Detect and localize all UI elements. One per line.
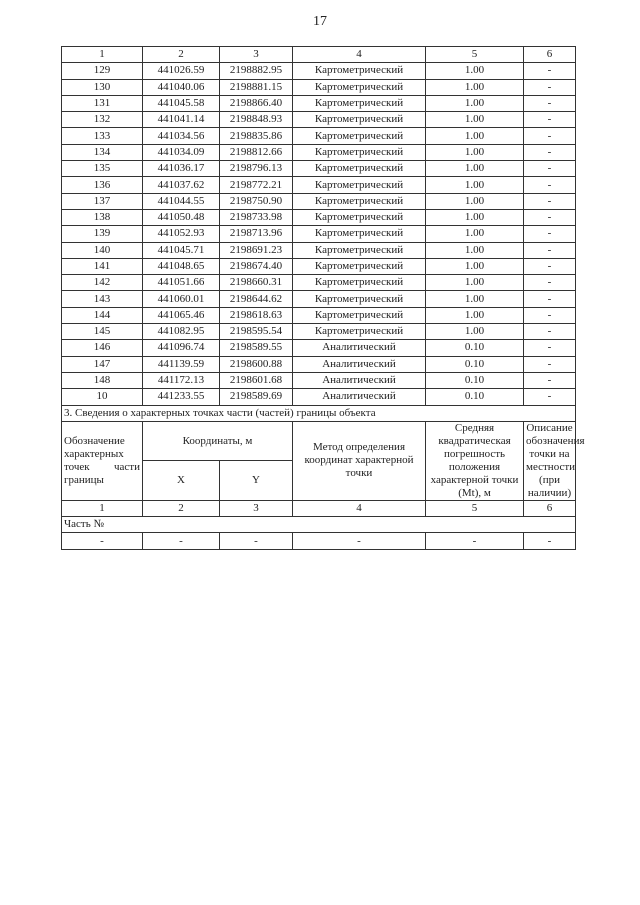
point-number-cell: 131 xyxy=(62,95,143,111)
table-row xyxy=(62,372,576,388)
point-number-cell: 134 xyxy=(62,144,143,160)
method-cell: Картометрический xyxy=(293,177,426,193)
section-title: 3. Сведения о характерных точках части (частей) границы объекта xyxy=(62,405,576,421)
point-number-cell: 132 xyxy=(62,112,143,128)
y-coordinate-cell: 2198600.88 xyxy=(220,356,293,372)
description-cell: - xyxy=(524,193,576,209)
x-coordinate-cell: 441172.13 xyxy=(143,372,220,388)
x-coordinate-cell: 441040.06 xyxy=(143,79,220,95)
table-row xyxy=(62,193,576,209)
column-number-row xyxy=(62,47,576,63)
point-number-cell: 145 xyxy=(62,324,143,340)
description-cell: - xyxy=(524,307,576,323)
column-number: 1 xyxy=(62,47,143,63)
description-cell: - xyxy=(524,95,576,111)
accuracy-cell: 1.00 xyxy=(426,177,524,193)
method-cell: Картометрический xyxy=(293,95,426,111)
x-coordinate-cell: 441051.66 xyxy=(143,275,220,291)
table-row xyxy=(62,79,576,95)
accuracy-cell: 1.00 xyxy=(426,291,524,307)
description-cell: - xyxy=(524,258,576,274)
description-cell: - xyxy=(524,242,576,258)
point-number-cell: 10 xyxy=(62,389,143,405)
accuracy-cell: 1.00 xyxy=(426,209,524,225)
y-coordinate-cell: 2198660.31 xyxy=(220,275,293,291)
column-number: 1 xyxy=(62,500,143,516)
method-cell: Картометрический xyxy=(293,63,426,79)
header-coordinates: Координаты, м xyxy=(143,421,293,461)
point-number-cell: 129 xyxy=(62,63,143,79)
header-x: X xyxy=(143,461,220,501)
point-number-cell: 136 xyxy=(62,177,143,193)
x-coordinate-cell: 441233.55 xyxy=(143,389,220,405)
x-coordinate-cell: 441041.14 xyxy=(143,112,220,128)
description-cell: - xyxy=(524,324,576,340)
table-row xyxy=(62,340,576,356)
y-coordinate-cell: 2198674.40 xyxy=(220,258,293,274)
description-cell: - xyxy=(524,63,576,79)
column-number: 6 xyxy=(524,500,576,516)
method-cell: Картометрический xyxy=(293,209,426,225)
column-number: 3 xyxy=(220,500,293,516)
description-cell: - xyxy=(524,128,576,144)
point-number-cell: 143 xyxy=(62,291,143,307)
section-title-row xyxy=(62,405,576,421)
accuracy-cell: 1.00 xyxy=(426,242,524,258)
column-number: 6 xyxy=(524,47,576,63)
description-cell: - xyxy=(524,209,576,225)
column-number: 5 xyxy=(426,500,524,516)
part-row xyxy=(62,517,576,533)
table-row xyxy=(62,324,576,340)
section3-column-number-row xyxy=(62,500,576,516)
point-number-cell: 147 xyxy=(62,356,143,372)
empty-cell: - xyxy=(143,533,220,549)
description-cell: - xyxy=(524,340,576,356)
y-coordinate-cell: 2198848.93 xyxy=(220,112,293,128)
x-coordinate-cell: 441044.55 xyxy=(143,193,220,209)
accuracy-cell: 1.00 xyxy=(426,128,524,144)
y-coordinate-cell: 2198750.90 xyxy=(220,193,293,209)
point-number-cell: 138 xyxy=(62,209,143,225)
description-cell: - xyxy=(524,161,576,177)
x-coordinate-cell: 441082.95 xyxy=(143,324,220,340)
point-number-cell: 146 xyxy=(62,340,143,356)
point-number-cell: 135 xyxy=(62,161,143,177)
column-number: 2 xyxy=(143,500,220,516)
table-row xyxy=(62,291,576,307)
method-cell: Картометрический xyxy=(293,128,426,144)
point-number-cell: 137 xyxy=(62,193,143,209)
empty-cell: - xyxy=(426,533,524,549)
table-row xyxy=(62,389,576,405)
method-cell: Картометрический xyxy=(293,161,426,177)
method-cell: Картометрический xyxy=(293,291,426,307)
point-number-cell: 133 xyxy=(62,128,143,144)
table-row xyxy=(62,242,576,258)
point-number-cell: 148 xyxy=(62,372,143,388)
accuracy-cell: 1.00 xyxy=(426,79,524,95)
description-cell: - xyxy=(524,372,576,388)
y-coordinate-cell: 2198691.23 xyxy=(220,242,293,258)
column-number: 5 xyxy=(426,47,524,63)
header-method: Метод определения координат характерной точки xyxy=(293,421,426,500)
header-y: Y xyxy=(220,461,293,501)
description-cell: - xyxy=(524,356,576,372)
point-number-cell: 130 xyxy=(62,79,143,95)
accuracy-cell: 0.10 xyxy=(426,389,524,405)
description-cell: - xyxy=(524,389,576,405)
table-row xyxy=(62,177,576,193)
y-coordinate-cell: 2198644.62 xyxy=(220,291,293,307)
table-row xyxy=(62,128,576,144)
empty-cell: - xyxy=(62,533,143,549)
x-coordinate-cell: 441034.56 xyxy=(143,128,220,144)
method-cell: Картометрический xyxy=(293,144,426,160)
x-coordinate-cell: 441045.71 xyxy=(143,242,220,258)
y-coordinate-cell: 2198713.96 xyxy=(220,226,293,242)
accuracy-cell: 1.00 xyxy=(426,275,524,291)
point-number-cell: 142 xyxy=(62,275,143,291)
empty-cell: - xyxy=(220,533,293,549)
point-number-cell: 140 xyxy=(62,242,143,258)
coordinates-table xyxy=(61,46,585,550)
table-row xyxy=(62,275,576,291)
accuracy-cell: 1.00 xyxy=(426,63,524,79)
table-row xyxy=(62,144,576,160)
empty-cell: - xyxy=(524,533,576,549)
y-coordinate-cell: 2198812.66 xyxy=(220,144,293,160)
x-coordinate-cell: 441060.01 xyxy=(143,291,220,307)
y-coordinate-cell: 2198866.40 xyxy=(220,95,293,111)
method-cell: Картометрический xyxy=(293,193,426,209)
table-row xyxy=(62,209,576,225)
accuracy-cell: 1.00 xyxy=(426,95,524,111)
table-row xyxy=(62,307,576,323)
x-coordinate-cell: 441065.46 xyxy=(143,307,220,323)
y-coordinate-cell: 2198589.69 xyxy=(220,389,293,405)
y-coordinate-cell: 2198882.95 xyxy=(220,63,293,79)
point-number-cell: 144 xyxy=(62,307,143,323)
y-coordinate-cell: 2198589.55 xyxy=(220,340,293,356)
method-cell: Аналитический xyxy=(293,372,426,388)
accuracy-cell: 1.00 xyxy=(426,161,524,177)
description-cell: - xyxy=(524,226,576,242)
x-coordinate-cell: 441037.62 xyxy=(143,177,220,193)
method-cell: Картометрический xyxy=(293,258,426,274)
method-cell: Картометрический xyxy=(293,242,426,258)
x-coordinate-cell: 441052.93 xyxy=(143,226,220,242)
table-row xyxy=(62,112,576,128)
point-number-cell: 139 xyxy=(62,226,143,242)
method-cell: Картометрический xyxy=(293,79,426,95)
accuracy-cell: 0.10 xyxy=(426,356,524,372)
y-coordinate-cell: 2198595.54 xyxy=(220,324,293,340)
empty-row xyxy=(62,533,576,549)
header-accuracy: Средняя квадратическая погрешность положения характерной точки (Mt), м xyxy=(426,421,524,500)
x-coordinate-cell: 441026.59 xyxy=(143,63,220,79)
y-coordinate-cell: 2198733.98 xyxy=(220,209,293,225)
y-coordinate-cell: 2198881.15 xyxy=(220,79,293,95)
description-cell: - xyxy=(524,177,576,193)
method-cell: Картометрический xyxy=(293,275,426,291)
accuracy-cell: 1.00 xyxy=(426,324,524,340)
column-number: 3 xyxy=(220,47,293,63)
x-coordinate-cell: 441034.09 xyxy=(143,144,220,160)
table-row xyxy=(62,95,576,111)
method-cell: Картометрический xyxy=(293,226,426,242)
description-cell: - xyxy=(524,291,576,307)
x-coordinate-cell: 441096.74 xyxy=(143,340,220,356)
y-coordinate-cell: 2198618.63 xyxy=(220,307,293,323)
x-coordinate-cell: 441045.58 xyxy=(143,95,220,111)
method-cell: Картометрический xyxy=(293,324,426,340)
page-number: 17 xyxy=(313,14,327,29)
table-row xyxy=(62,161,576,177)
accuracy-cell: 1.00 xyxy=(426,144,524,160)
description-cell: - xyxy=(524,79,576,95)
point-number-cell: 141 xyxy=(62,258,143,274)
accuracy-cell: 1.00 xyxy=(426,307,524,323)
part-label: Часть № xyxy=(62,517,576,533)
method-cell: Картометрический xyxy=(293,112,426,128)
x-coordinate-cell: 441050.48 xyxy=(143,209,220,225)
accuracy-cell: 1.00 xyxy=(426,193,524,209)
description-cell: - xyxy=(524,112,576,128)
table-row xyxy=(62,356,576,372)
method-cell: Аналитический xyxy=(293,389,426,405)
method-cell: Аналитический xyxy=(293,340,426,356)
table-row xyxy=(62,258,576,274)
method-cell: Картометрический xyxy=(293,307,426,323)
x-coordinate-cell: 441036.17 xyxy=(143,161,220,177)
y-coordinate-cell: 2198835.86 xyxy=(220,128,293,144)
description-cell: - xyxy=(524,275,576,291)
method-cell: Аналитический xyxy=(293,356,426,372)
header-description: Описание обозначения точки на местности (при наличии) xyxy=(524,421,576,500)
table-row xyxy=(62,63,576,79)
x-coordinate-cell: 441139.59 xyxy=(143,356,220,372)
column-number: 2 xyxy=(143,47,220,63)
y-coordinate-cell: 2198796.13 xyxy=(220,161,293,177)
accuracy-cell: 1.00 xyxy=(426,226,524,242)
header-point-designation: Обозначение характерных точек части границы xyxy=(62,421,143,500)
accuracy-cell: 0.10 xyxy=(426,372,524,388)
empty-cell: - xyxy=(293,533,426,549)
accuracy-cell: 1.00 xyxy=(426,258,524,274)
y-coordinate-cell: 2198601.68 xyxy=(220,372,293,388)
accuracy-cell: 1.00 xyxy=(426,112,524,128)
column-number: 4 xyxy=(293,47,426,63)
description-cell: - xyxy=(524,144,576,160)
table-row xyxy=(62,226,576,242)
y-coordinate-cell: 2198772.21 xyxy=(220,177,293,193)
header-row-top xyxy=(62,421,576,461)
accuracy-cell: 0.10 xyxy=(426,340,524,356)
x-coordinate-cell: 441048.65 xyxy=(143,258,220,274)
column-number: 4 xyxy=(293,500,426,516)
